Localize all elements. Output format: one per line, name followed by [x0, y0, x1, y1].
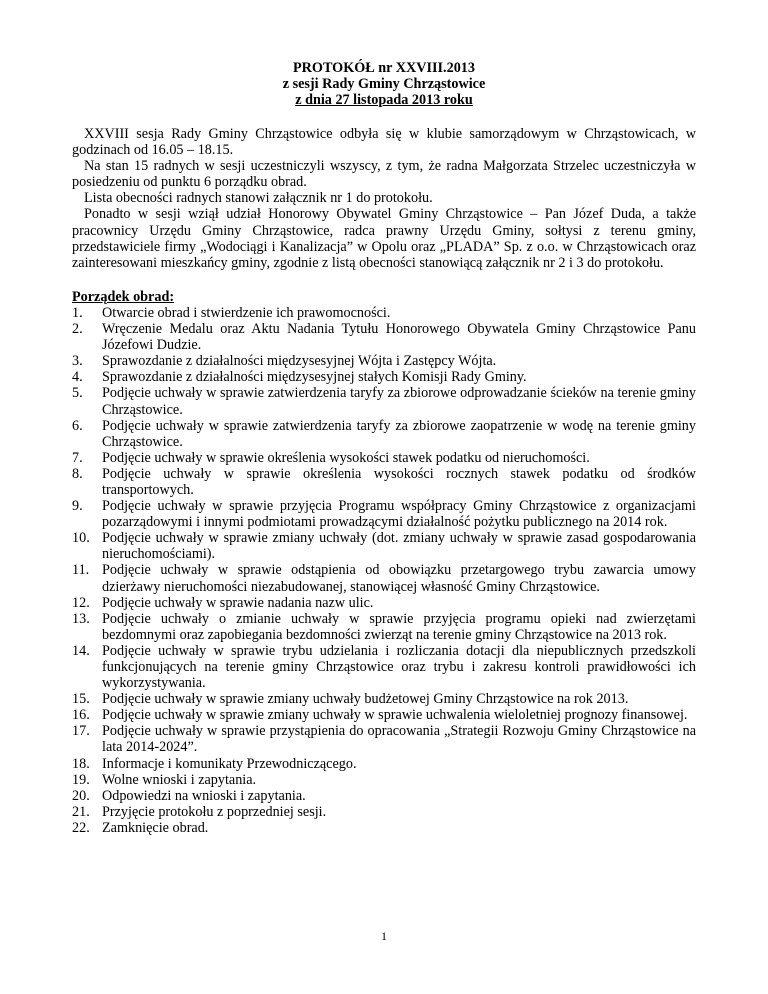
agenda-item-number: 20. [72, 787, 90, 804]
agenda-item-number: 22. [72, 819, 90, 836]
agenda-item-text: Podjęcie uchwały w sprawie zmiany uchwały w sprawie uchwalenia wieloletniej prognozy finansowej. [102, 707, 688, 724]
agenda-item [72, 691, 696, 707]
title-line-3: z dnia 27 listopada 2013 roku [295, 92, 473, 108]
agenda-item-number: 19. [72, 771, 90, 788]
agenda-item [72, 321, 696, 353]
document-page [72, 60, 696, 836]
agenda-item [72, 820, 696, 836]
intro-section [72, 126, 696, 271]
agenda-item [72, 562, 696, 594]
agenda-item [72, 643, 696, 691]
agenda-item [72, 772, 696, 788]
agenda-item-number: 8. [72, 465, 83, 482]
agenda-item-text: Podjęcie uchwały o zmianie uchwały w sprawie przyjęcia programu opieki nad zwierzętami bezdomnymi oraz zapobiegania bezdomności zwierząt na terenie gminy Chrząstowice na 2013 rok. [102, 610, 696, 643]
agenda-item-number: 10. [72, 530, 90, 547]
agenda-item-text: Informacje i komunikaty Przewodniczącego. [102, 755, 357, 772]
agenda-item-number: 4. [72, 369, 83, 386]
agenda-item-text: Podjęcie uchwały w sprawie zatwierdzenia taryfy za zbiorowe zaopatrzenie w wodę na terenie gminy Chrząstowice. [102, 417, 696, 450]
agenda-item-number: 14. [72, 642, 90, 659]
intro-paragraph-3: Lista obecności radnych stanowi załącznik nr 1 do protokołu. [84, 190, 433, 207]
agenda-item [72, 530, 696, 562]
agenda-item-number: 7. [72, 449, 83, 466]
intro-paragraph-4: Ponadto w sesji wziął udział Honorowy Obywatel Gminy Chrząstowice – Pan Józef Duda, a także pracownicy Urzędu Gminy Chrząstowice, radca prawny Urzędu Gminy, sołtysi z terenu gminy, przedstawiciele firmy „Wodociągi i Kanalizacja” w Opolu oraz „PLADA” Sp. z o.o. w Chrząstowicach oraz zainteresowani mieszkańcy gminy, zgodnie z listą obecności stanowiącą załącznik nr 2 i 3 do protokołu. [72, 206, 696, 271]
agenda-item-number: 5. [72, 385, 83, 402]
agenda-item [72, 707, 696, 723]
agenda-item [72, 466, 696, 498]
agenda-item-text: Podjęcie uchwały w sprawie zmiany uchwały budżetowej Gminy Chrząstowice na rok 2013. [102, 691, 629, 708]
agenda-heading: Porządek obrad: [72, 288, 175, 305]
agenda-item-number: 11. [72, 562, 90, 579]
agenda-item-text: Sprawozdanie z działalności międzysesyjnej Wójta i Zastępcy Wójta. [102, 353, 497, 370]
intro-paragraph-2: Na stan 15 radnych w sesji uczestniczyli wszyscy, z tym, że radna Małgorzata Strzelec uczestniczyła w posiedzeniu od punktu 6 porządku obrad. [72, 158, 696, 191]
agenda-item-number: 17. [72, 723, 90, 740]
agenda-item-number: 16. [72, 707, 90, 724]
agenda-item-text: Otwarcie obrad i stwierdzenie ich prawomocności. [102, 304, 391, 321]
agenda-item-text: Podjęcie uchwały w sprawie zatwierdzenia taryfy za zbiorowe odprowadzanie ścieków na terenie gminy Chrząstowice. [102, 385, 696, 418]
agenda-item-text: Zamknięcie obrad. [102, 819, 209, 836]
agenda-item-text: Podjęcie uchwały w sprawie określenia wysokości rocznych stawek podatku od środków transportowych. [102, 465, 696, 498]
agenda-item-text: Podjęcie uchwały w sprawie określenia wysokości stawek podatku od nieruchomości. [102, 449, 590, 466]
page-number: 1 [381, 929, 387, 943]
agenda-item-number: 2. [72, 321, 83, 338]
agenda-item-text: Podjęcie uchwały w sprawie przystąpienia do opracowania „Strategii Rozwoju Gminy Chrząstowice na lata 2014-2024”. [102, 723, 696, 756]
agenda-item [72, 418, 696, 450]
agenda-item [72, 369, 696, 385]
agenda-item-text: Podjęcie uchwały w sprawie trybu udzielania i rozliczania dotacji dla niepublicznych przedszkoli funkcjonujących na terenie gminy Chrząstowice oraz trybu i zakresu kontroli prawidłowości ich wykorzystywania. [102, 642, 696, 692]
agenda-item-text: Podjęcie uchwały w sprawie zmiany uchwały (dot. zmiany uchwały w sprawie zasad gospodarowania nieruchomościami). [102, 530, 696, 563]
agenda-item [72, 804, 696, 820]
agenda-item-text: Przyjęcie protokołu z poprzedniej sesji. [102, 803, 327, 820]
agenda-item-number: 13. [72, 610, 90, 627]
title-line-2: z sesji Rady Gminy Chrząstowice [282, 76, 486, 92]
agenda-item-text: Sprawozdanie z działalności międzysesyjnej stałych Komisji Rady Gminy. [102, 369, 527, 386]
agenda-item-number: 1. [72, 304, 83, 321]
agenda-item [72, 305, 696, 321]
agenda-item-text: Wolne wnioski i zapytania. [102, 771, 257, 788]
intro-paragraph-1: XXVIII sesja Rady Gminy Chrząstowice odbyła się w klubie samorządowym w Chrząstowicach, w godzinach od 16.05 – 18.15. [72, 126, 696, 159]
title-line-1: PROTOKÓŁ nr XXVIII.2013 [293, 60, 475, 76]
agenda-item-number: 15. [72, 691, 90, 708]
agenda-item-number: 3. [72, 353, 83, 370]
agenda-item-text: Podjęcie uchwały w sprawie odstąpienia od obowiązku przetargowego trybu zawarcia umowy dzierżawy nieruchomości niezabudowanej, stanowiącej własność Gminy Chrząstowice. [102, 562, 696, 595]
agenda-item [72, 788, 696, 804]
agenda-item-text: Podjęcie uchwały w sprawie przyjęcia Programu współpracy Gminy Chrząstowice z organizacjami pozarządowymi i innymi podmiotami prowadzącymi działalność pożytku publicznego na 2014 rok. [102, 498, 696, 531]
agenda-item [72, 723, 696, 755]
agenda-item-text: Wręczenie Medalu oraz Aktu Nadania Tytułu Honorowego Obywatela Gminy Chrząstowice Panu Józefowi Dudzie. [102, 321, 696, 354]
agenda-item [72, 756, 696, 772]
agenda-item [72, 385, 696, 417]
agenda-item [72, 498, 696, 530]
agenda-item [72, 450, 696, 466]
agenda-item-text: Podjęcie uchwały w sprawie nadania nazw ulic. [102, 594, 374, 611]
section-spacer [72, 271, 696, 289]
agenda-item [72, 611, 696, 643]
agenda-item-number: 21. [72, 803, 90, 820]
agenda-item-number: 9. [72, 498, 83, 515]
document-title-block [72, 60, 696, 108]
agenda-item-number: 18. [72, 755, 90, 772]
agenda-item [72, 353, 696, 369]
agenda-item-number: 12. [72, 594, 90, 611]
agenda-item-number: 6. [72, 417, 83, 434]
agenda-list [72, 305, 696, 836]
agenda-item-text: Odpowiedzi na wnioski i zapytania. [102, 787, 306, 804]
agenda-item [72, 595, 696, 611]
